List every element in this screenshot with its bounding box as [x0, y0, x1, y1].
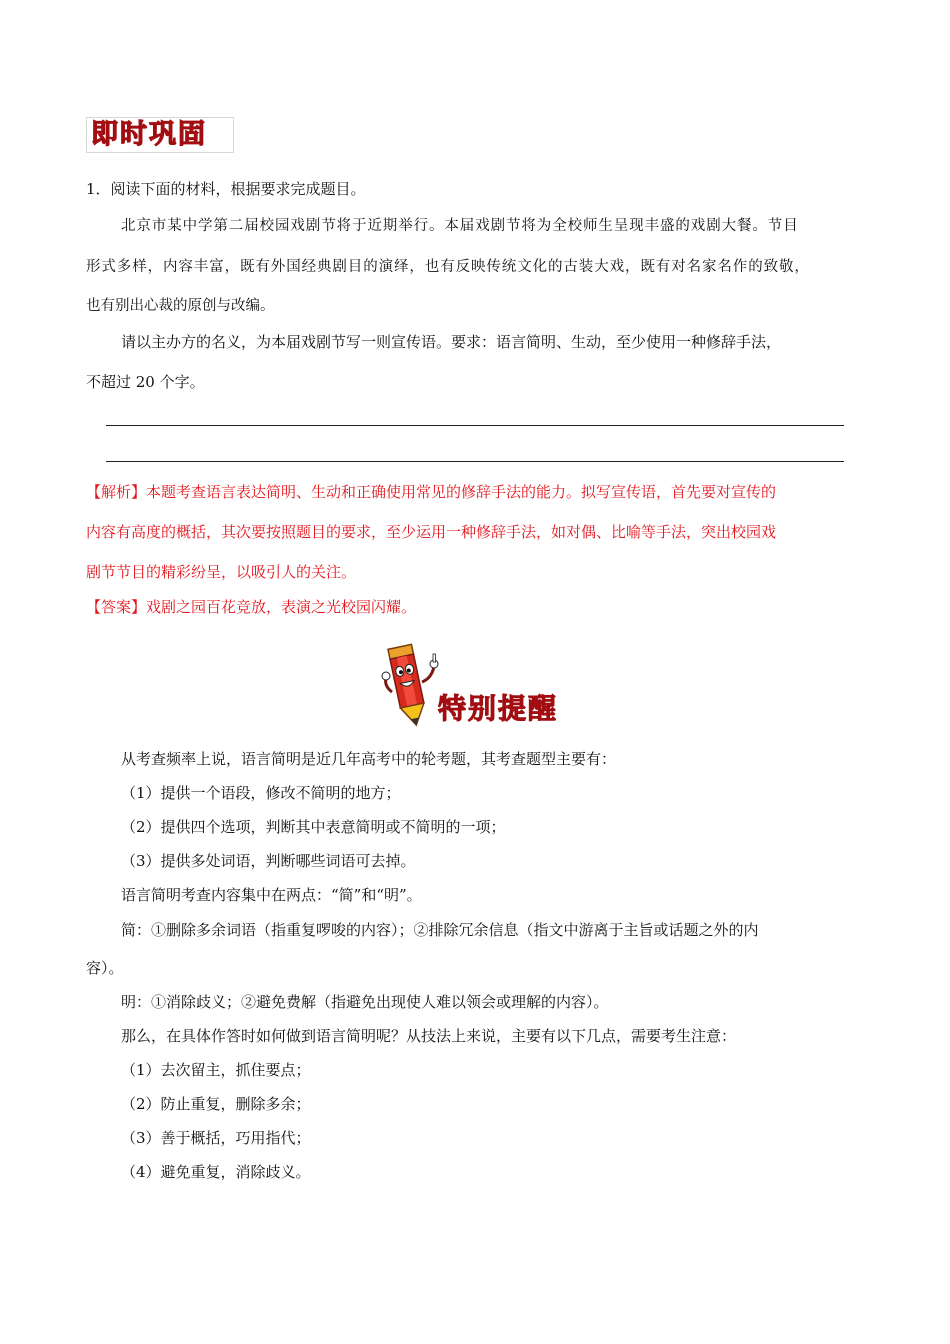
- answer-blank-line-1: [106, 425, 844, 426]
- task-line-1: 请以主办方的名义，为本届戏剧节写一则宣传语。要求：语言简明、生动，至少使用一种修辞手法，: [121, 333, 782, 351]
- special-reminder-banner: [378, 642, 588, 728]
- reminder-line-4: （3）提供多处词语，判断哪些词语可去掉。: [121, 852, 416, 870]
- reminder-line-6: 简：①删除多余词语（指重复啰唆的内容）；②排除冗余信息（指文中游离于主旨或话题之外的内: [121, 921, 759, 939]
- answer-line: 【答案】戏剧之园百花竞放，表演之光校园闪耀。: [86, 598, 417, 616]
- reminder-line-2: （1）提供一个语段，修改不简明的地方；: [121, 784, 401, 802]
- analysis-line-2: 内容有高度的概括，其次要按照题目的要求，至少运用一种修辞手法，如对偶、比喻等手法，突出校园戏: [86, 523, 777, 541]
- reminder-line-10: （1）去次留主，抓住要点；: [121, 1061, 311, 1079]
- reminder-line-13: （4）避免重复，消除歧义。: [121, 1163, 311, 1181]
- section-badge-text: 即时巩固: [91, 119, 207, 150]
- material-line-1: 北京市某中学第二届校园戏剧节将于近期举行。本届戏剧节将为全校师生呈现丰盛的戏剧大餐。节目: [121, 218, 799, 234]
- material-line-2: 形式多样，内容丰富，既有外国经典剧目的演绎，也有反映传统文化的古装大戏，既有对名家名作的致敬，: [86, 259, 810, 275]
- reminder-line-8: 明：①消除歧义；②避免费解（指避免出现使人难以领会或理解的内容）。: [121, 993, 609, 1011]
- material-line-3: 也有别出心裁的原创与改编。: [86, 298, 275, 314]
- analysis-line-3: 剧节节目的精彩纷呈，以吸引人的关注。: [86, 563, 357, 581]
- section-badge: [86, 117, 234, 153]
- reminder-line-3: （2）提供四个选项，判断其中表意简明或不简明的一项；: [121, 818, 506, 836]
- answer-blank-line-2: [106, 461, 844, 462]
- reminder-line-7: 容）。: [86, 959, 124, 977]
- reminder-line-9: 那么，在具体作答时如何做到语言简明呢？从技法上来说，主要有以下几点，需要考生注意：: [121, 1027, 737, 1045]
- reminder-line-5: 语言简明考查内容集中在两点：“简”和“明”。: [121, 886, 422, 904]
- reminder-line-11: （2）防止重复，删除多余；: [121, 1095, 311, 1113]
- analysis-line-1: 【解析】本题考查语言表达简明、生动和正确使用常见的修辞手法的能力。拟写宣传语，首先要对宣传的: [86, 483, 777, 501]
- reminder-line-1: 从考查频率上说，语言简明是近几年高考中的轮考题，其考查题型主要有：: [121, 750, 617, 768]
- task-line-2: 不超过 20 个字。: [86, 373, 205, 391]
- question-title: 1．阅读下面的材料，根据要求完成题目。: [86, 180, 366, 198]
- special-reminder-title: 特别提醒: [438, 692, 559, 725]
- reminder-line-12: （3）善于概括，巧用指代；: [121, 1129, 311, 1147]
